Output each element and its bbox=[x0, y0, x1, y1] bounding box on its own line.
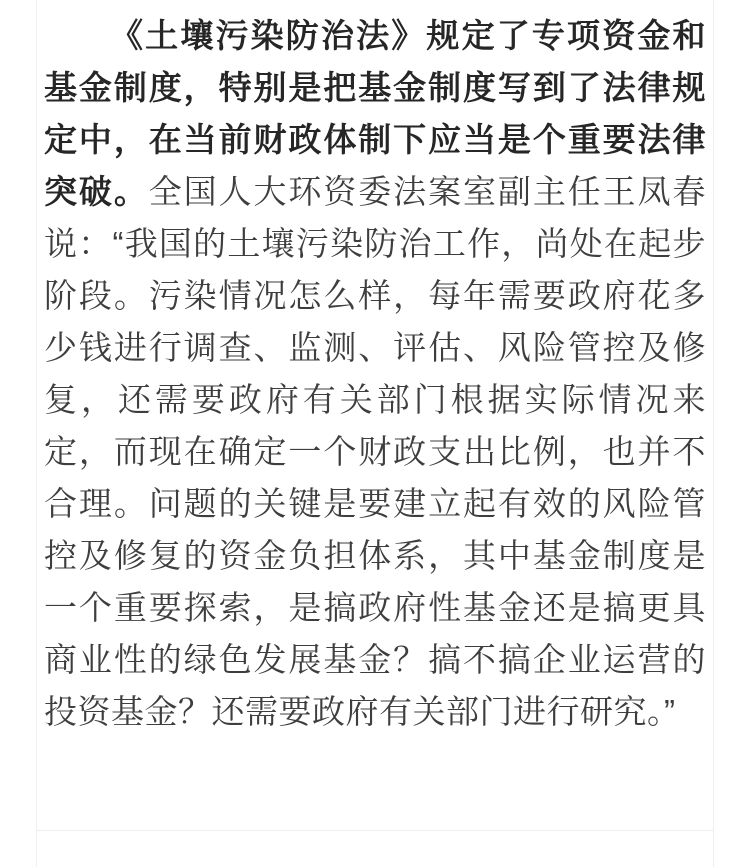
left-margin-rule bbox=[36, 0, 37, 867]
article-body bbox=[44, 0, 706, 738]
right-margin-rule bbox=[713, 0, 714, 867]
footer-divider bbox=[36, 830, 714, 831]
paragraph-quote-text: 全国人大环资委法案室副主任王凤春说：“我国的土壤污染防治工作，尚处在起步阶段。污染情况怎么样，每年需要政府花多少钱进行调查、监测、评估、风险管控及修复，还需要政府有关部门根据实际情况来定，而现在确定一个财政支出比例，也并不合理。问题的关键是要建立起有效的风险管控及修复的资金负担体系，其中基金制度是一个重要探索，是搞政府性基金还是搞更具商业性的绿色发展基金？搞不搞企业运营的投资基金？还需要政府有关部门进行研究。” bbox=[44, 173, 706, 730]
paragraph-lead-sentence: 《土壤污染防治法》规定了专项资金和基金制度，特别是把基金制度写到了法律规定中，在当前财政体制下应当是个重要法律突破。 bbox=[44, 17, 706, 210]
article-paragraph bbox=[44, 10, 706, 738]
